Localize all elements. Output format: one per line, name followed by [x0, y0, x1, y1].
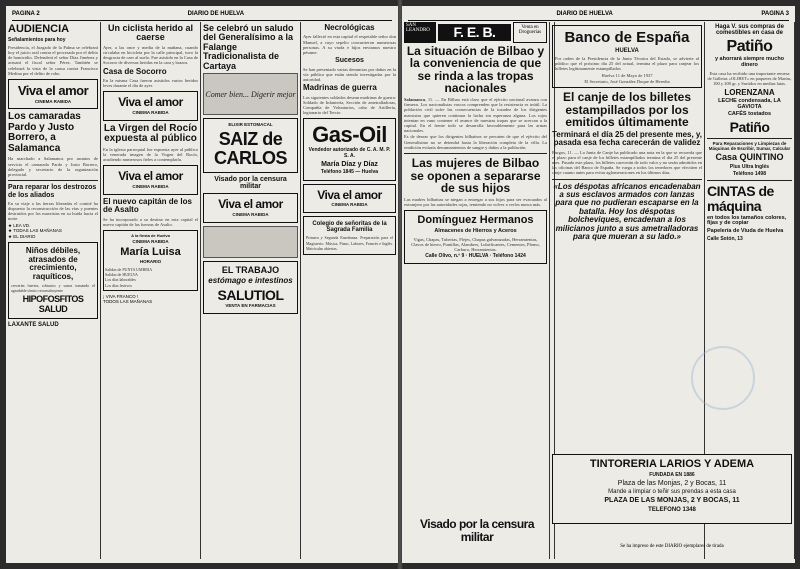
hipofosfitos-ad: HIPOFOSFITOS SALUD [22, 294, 84, 314]
camaradas-heading: Los camaradas Pardo y Justo Borrero, a Salamanca [8, 111, 81, 154]
right-center-col: Banco de España HUELVA Por orden de la Presidencia de la Junta Técnica del Estado, se advierte al público que el próximo día 25 del actual, termina el plazo para canjear los billetes legítimamente estampillados Huelva 11 de Mayo de 1937 El Secretario, José González Duque de Heredia El canje de los billetes estampillados por los emitidos últimamente Terminará el día 25 del presente mes, y, pasada esa fecha carecerán de validez Burgos, 11. — La Junta de Canje ha publicado una nota en la que se recuerda que el plazo para el canje de los billetes estampillados termina el día 25 del presente mes. Pasado este plazo, los billetes carecerán de todo valor y no serán admitidos en las oficinas del Banco de España. Se ruega a todos los tenedores que efectúen el canje cuanto antes para evitar aglomeraciones en los últimos días. «Los déspotas africanos encadenaban a sus esclavos armados con lanzas para que no pudieran escaparse en la batalla. Hoy los déspotas bolcheviques, encadenan a los milicianos junto a sus ametralladoras para que mueran a su lado.» [550, 22, 705, 559]
necro-heading: Necrológicas [324, 23, 375, 32]
sucesos-heading: Sucesos [335, 57, 364, 65]
tintoreria-ad: TINTORERIA LARIOS Y ADEMA FUNDADA EN 1886 Plaza de las Monjas, 2 y Bocas, 11 Mande a limpiar o teñir sus prendas a esta casa PLAZA DE LAS MONJAS, 2 Y BOCAS, 11 TELEFONO 1348 [552, 454, 792, 524]
viva-amor-ad-3: Viva el amor [118, 169, 183, 184]
canje-heading: El canje de los billetes estampillados por los emitidos últimamente [562, 90, 692, 130]
despotas-quote: «Los déspotas africanos encadenaban a sus esclavos armados con lanzas para que no pudieran escaparse en la batalla. Hoy los déspotas bolcheviques, encadenan a los milicianos junto a sus ametralladoras para que mueran a su lado.» [553, 181, 701, 241]
left-masthead [12, 8, 392, 21]
saludo-heading: Se celebró un saludo del Generalísimo a la Falange Tradicionalista de Cartaya [203, 23, 294, 71]
casa-socorro-heading: Casa de Socorro [103, 66, 167, 76]
trabajo-heading: EL TRABAJO [221, 264, 280, 275]
cintas-ad: CINTAS de máquina [707, 183, 774, 214]
right-sidebar: Haga V. sus compras de comestibles en casa de Patiño y ahorrará siempre mucho dinero Esta casa ha recibido una importante remesa de Galletas «OLIBET» en paquetes de Marías, 100 y 200 gr. y Surtidos en medias latas. LORENZANA LECHE condensada, LA GAVIOTA CAFÉS tostados Patiño Para Reparaciones y Limpiezas de Máquinas de Escribir, Sumar, Calcular Casa QUINTINO Plus Ultra Inglés Teléfono 1498 CINTAS de máquina en todos los tamaños colores, fijas y de copiar Papelería de Viuda de Huelva Calle Sotón, 13 [705, 22, 795, 559]
paper-name: DIARIO DE HUELVA [187, 11, 245, 17]
capitan-heading: El nuevo capitán de los de Asalto [103, 196, 192, 215]
madrinas-heading: Madrinas de guerra [303, 83, 377, 93]
ninos-heading: Niños débiles, atrasados de crecimiento, raquíticos, [25, 246, 81, 281]
paper-name-right: DIARIO DE HUELVA [556, 11, 613, 17]
bilbao-heading: La situación de Bilbao y la conveniencia de que se rinda a las tropas nacionales [406, 43, 545, 96]
visado-note: Visado por la censura militar [214, 175, 287, 191]
trabajo-illustration [203, 226, 298, 258]
viva-amor-ad-2: Viva el amor [118, 95, 183, 110]
dominguez-heading: Domínguez Hermanos [417, 214, 534, 227]
visado-bottom: Visado por la censura militar [420, 517, 534, 544]
feb-letters: F. E. B. [438, 24, 511, 41]
patino-ad: Patiño [726, 37, 773, 55]
colegio-heading: Colegio de señoritas de la Sagrada Familia [312, 220, 387, 234]
mujeres-heading: Las mujeres de Bilbao se oponen a separarse de sus hijos [410, 156, 541, 196]
gas-oil-ad: Gas-Oil [312, 122, 387, 148]
left-page [6, 6, 398, 563]
reparar-heading: Para reparar los destrozos de los aliados [8, 184, 97, 199]
salutiol-ad: SALUTIOL [217, 286, 284, 303]
left-col-2: Un ciclista herido al caerse Ayer, a las once y media de la mañana, cuando circulaba en bicicleta por la calle principal, tuvo la desgracia de caer al suelo. Fue asistido en la Casa de Socorro de diversas heridas en la cara y brazos. Casa de Socorro En la misma Casa fueron asistidos varios heridos leves durante el día de ayer. Viva el amor CINEMA RABIDA La Virgen del Rocío expuesta al público En la iglesia parroquial fue expuesta ayer al público la venerada imagen de la Virgen del Rocío, acudiendo numerosos fieles a contemplarla. Viva el amor CINEMA RABIDA El nuevo capitán de los de Asalto Se ha incorporado a su destino en esta capital el nuevo capitán de las fuerzas de Asalto. A la fiesta de Huelva CINEMA RABIDA María Luisa HORARIO Salidas de PUNTA UMBRIA Salidas de HUELVA Los días laborables Los días festivos ¡ VIVA FRANCO ! TODOS LAS MAÑANAS [101, 22, 201, 559]
left-col-3: Se celebró un saludo del Generalísimo a la Falange Tradicionalista de Cartaya Comer bien... Digerir mejor ELIXIR ESTOMACAL SAIZ de CARLOS Visado por la censura militar Viva el amor CINEMA RABIDA EL TRABAJO estómago e intestinos SALUTIOL VENTA EN FARMACIAS [201, 22, 301, 559]
audiencia-heading: AUDIENCIA [8, 23, 70, 35]
footer-note: Se ha impreso de este DIARIO ejemplares de tirada [620, 544, 724, 549]
right-page [402, 6, 795, 563]
maria-luisa-film: María Luisa [120, 245, 181, 258]
viva-amor-ad-4: Viva el amor [218, 197, 283, 212]
saiz-carlos-ad: SAIZ de CARLOS [214, 128, 287, 168]
virgen-heading: La Virgen del Rocío expuesta al público [103, 122, 198, 145]
venta-box: Venta en Droguerías [513, 22, 547, 43]
right-main-col: SAN LEANDRO F. E. B. Venta en Droguerías La situación de Bilbao y la conveniencia de que se rinda a las tropas nacionales Salamanca, 11. — En Bilbao está claro que el ejército nacional avanza con firmeza. Los nacionalistas vascos comprenden que la resistencia es inútil. La población civil sufre las consecuencias de la tozudez de los dirigentes marxistas que quieren continuar la lucha sin esperanza alguna. Los rojos intentan en vano contener el avance de nuestras tropas que se acercan a la capital. En el frente todo se desarrolla favorablemente para las armas nacionales. Es de desear que los dirigentes bilbaínos se percaten de que el ejército del Generalísimo no se detendrá hasta la liberación completa de la villa. La rendición evitaría derramamientos de sangre y daños a la población. Las mujeres de Bilbao se oponen a separarse de sus hijos Las madres bilbaínas se niegan a entregar a sus hijos para ser evacuados al extranjero por las autoridades rojas, temiendo no volver a verlos nunca más. Domínguez Hermanos Almacenes de Hierros y Aceros Vigas, Chapas, Tuberías, Flejes, Chapas galvanizadas, Herramientas, Clavos de hierro, Puntillas, Alambres, Lubrificantes, Cementos, Plomo, Carburo, Herramientas. Calle Olivo, n.º 9 · HUELVA · Teléfono 1424 [402, 22, 550, 559]
right-masthead [408, 8, 789, 21]
patino-ad-2: Patiño [729, 119, 770, 136]
page-number: PAGINA 2 [12, 11, 40, 17]
ciclista-heading: Un ciclista herido al caerse [107, 23, 194, 43]
lorenzana: LORENZANA [724, 87, 775, 97]
maria-diaz: María Díaz y Díaz [321, 160, 378, 168]
san-leandro-box: SAN LEANDRO [404, 22, 436, 43]
comer-illustration: Comer bien... Digerir mejor [203, 73, 298, 115]
library-stamp [691, 346, 755, 410]
canje-sub: Terminará el día 25 del presente mes, y, pasada esa fecha carecerán de validez [552, 129, 702, 148]
viva-amor-ad-5: Viva el amor [317, 187, 382, 202]
page-number-right: PAGINA 3 [761, 11, 789, 17]
quintino-ad: Casa QUINTINO [715, 152, 784, 163]
audiencia-sub: Señalamientos para hoy [8, 36, 66, 43]
banco-heading: Banco de España [564, 29, 690, 46]
left-col-4: Necrológicas Ayer falleció en esta capital el respetable señor don Manuel, a cuyo sepelio concurrieron numerosas personas. A su viuda e hijos enviamos nuestro pésame. Sucesos Se han presentado varias denuncias por daños en la vía pública que están siendo investigadas por la autoridad. Madrinas de guerra Los siguientes soldados desean madrinas de guerra: Soldado de Infantería, Sección de ametralladoras, Compañía de Voluntarios, cabo de Artillería, legionario del Tercio. Gas-Oil Vendedor autorizado de C. A. M. P. S. A. María Díaz y Díaz Teléfono 1845 — Huelva Viva el amor CINEMA RABIDA Colegio de señoritas de la Sagrada Familia Primera y Segunda Enseñanza. Preparación para el Magisterio. Música, Piano, Labores, Francés e Inglés. Matrículas abiertas. [301, 22, 398, 559]
viva-amor-ad: Viva el amor [17, 83, 89, 99]
left-col-1: AUDIENCIA Señalamientos para hoy Presidencia, el Juzgado de la Palma se celebrará hoy el juicio oral contra el procesado por el delito de homicidio. Defenderá el señor Díaz Jiménez y actuará el fiscal señor Pérez. También se celebrará la vista de la causa contra Francisco Medina por el delito de robo. Viva el amor CINEMA RABIDA Los camaradas Pardo y Justo Borrero, a Salamanca Ha marchado a Salamanca por asuntos de servicio el camarada Pardo y Justo Borrero, delegado y secretario de la organización provincial. Para reparar los destrozos de los aliados En su viaje a las tierras liberadas el comité ha dispuesto la reconstrucción de las vías y puentes destruidos por los marxistas en su huida hacia el norte. ★ LEA VD. ★ TODAS LAS MAÑANAS ★ EL DIARIO Niños débiles, atrasados de crecimiento, raquíticos, crecerán fuertes, robustos y sanos tomando el agradable tónico reconstituyente HIPOFOSFITOS SALUD LAXANTE SALUD [6, 22, 101, 559]
laxante-ad: LAXANTE SALUD [8, 322, 59, 329]
